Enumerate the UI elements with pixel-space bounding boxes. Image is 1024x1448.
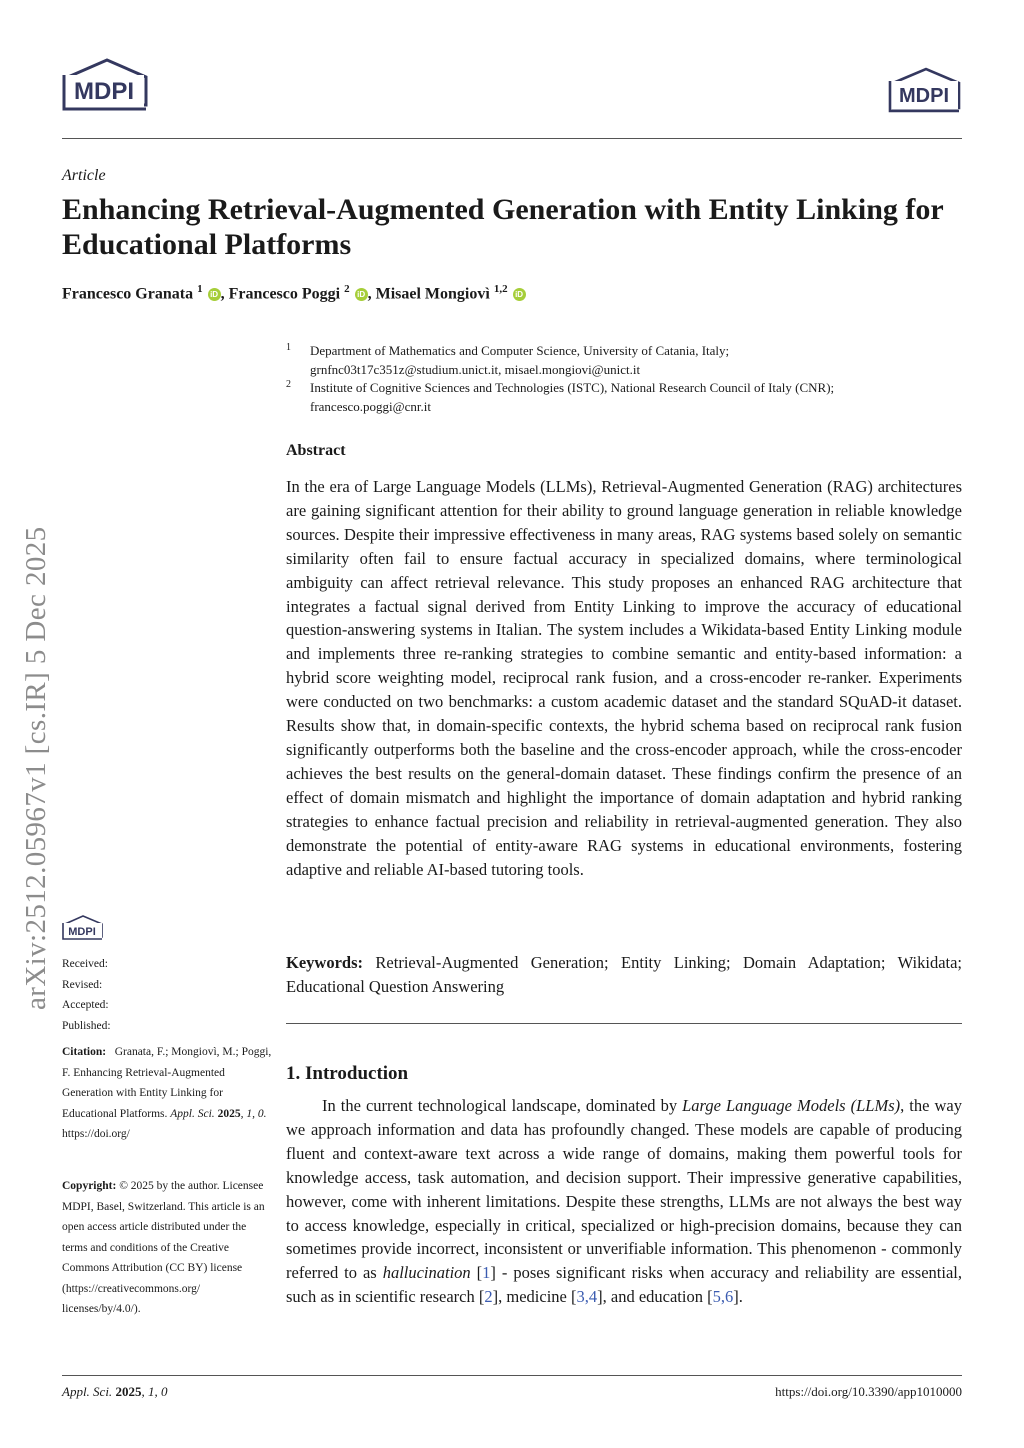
abstract-text: In the era of Large Language Models (LLMs), Retrieval-Augmented Generation (RAG) architectures are gaining significant attention for their ability to ground language generation in reliable knowledge sources. Despite their impressive effectiveness in many areas, RAG systems based solely on semantic similarity often fail to ensure factual accuracy in specialized domains, where terminological ambiguity can affect retrieval relevance. This study proposes an enhanced RAG architecture that integrates a factual signal derived from Entity Linking to improve the accuracy of educational question-answering systems in Italian. The system includes a Wikidata-based Entity Linking module and implements three re-ranking strategies to combine semantic and entity-based information: a hybrid score weighting model, reciprocal rank fusion, and a cross-encoder re-ranker. Experiments were conducted on two benchmarks: a custom academic dataset and the standard SQuAD-it dataset. Results show that, in domain-specific contexts, the hybrid schema based on reciprocal rank fusion significantly outperforms both the baseline and the cross-encoder approach, while the cross-encoder achieves the best results on the general-domain dataset. These findings confirm the presence of an effect of domain mismatch and highlight the importance of domain adaptation and hybrid ranking strategies to enhance factual precision and reliability in retrieval-augmented generation. They also demonstrate the potential of entity-aware RAG systems in educational environments, fostering adaptive and reliable AI-based tutoring tools. [286, 477, 962, 879]
copyright-text: © 2025 by the author. Licensee MDPI, Basel, Switzerland. This article is an open access article distributed under the terms and conditions of the Creative Commons Attribution (CC BY) license (https://creativecommons.org/ licenses/by/4.0/). [62, 1180, 265, 1315]
citation-block [62, 1042, 272, 1145]
affiliation-number: 2 [286, 379, 291, 390]
text-run: . [738, 1287, 743, 1307]
footer-doi[interactable]: https://doi.org/10.3390/app1010000 [775, 1384, 962, 1399]
citation-link[interactable]: 2 [484, 1287, 493, 1307]
keywords-text: Retrieval-Augmented Generation; Entity Linking; Domain Adaptation; Wikidata; Educational Question Answering [286, 953, 963, 996]
affiliation-number: 1 [286, 342, 291, 353]
text-run: , and education [602, 1287, 708, 1307]
author-name[interactable]: Francesco Poggi [228, 285, 341, 303]
orcid-icon[interactable]: iD [355, 288, 368, 301]
affiliation-line: Institute of Cognitive Sciences and Technologies (ISTC), National Research Council of Italy (CNR); [310, 380, 835, 395]
mdpi-logo-right [888, 66, 964, 116]
author-affiliation: 1,2 [493, 283, 508, 295]
logo-text: MDPI [899, 85, 949, 107]
date-revised: Revised: [62, 978, 103, 991]
affiliation-email[interactable]: francesco.poggi@cnr.it [310, 398, 431, 414]
sidebar-mdpi-logo [62, 914, 106, 942]
date-published: Published: [62, 1019, 111, 1032]
orcid-icon[interactable]: iD [513, 288, 526, 301]
affiliation [286, 342, 966, 380]
section-rule [286, 1023, 962, 1024]
footer-year: 2025 [115, 1384, 142, 1399]
mdpi-logo-left [62, 57, 152, 115]
citation-volume: , 1, 0. [240, 1107, 267, 1120]
publication-dates [62, 954, 272, 1036]
author-name[interactable]: Misael Mongiovì [375, 285, 490, 303]
date-received: Received: [62, 958, 108, 970]
footer-rule [62, 1375, 962, 1376]
copyright-label: Copyright: [62, 1180, 117, 1192]
citation-doi[interactable]: https://doi.org/ [62, 1128, 130, 1140]
author-affiliation: 1 [197, 283, 203, 295]
date-accepted: Accepted: [62, 999, 109, 1011]
author-name[interactable]: Francesco Granata [62, 285, 194, 303]
keywords-label: Keywords: [286, 953, 363, 972]
footer-journal-name: Appl. Sci. [62, 1384, 113, 1399]
section-heading: 1. Introduction [286, 1063, 409, 1084]
footer-volume: , 1, 0 [141, 1384, 168, 1399]
header-rule [62, 138, 962, 139]
introduction-paragraph: In the current technological landscape, dominated by Large Language Models (LLMs), the way we approach information and data has profoundly changed. These models are capable of producing fluent and context-aware text across a wide range of domains, making them powerful tools for knowledge access, task automation, and decision support. Their impressive generative capabilities, however, come with inherent limitations. Despite these strengths, LLMs are not always the best way to access knowledge, especially in critical, specialized or high-precision domains, because they can sometimes provide incorrect, inconsistent or unverifiable information. This phenomenon - commonly referred to as hallucination [1] - poses significant risks when accuracy and reliability are essential, such as in scientific research [2], medicine [3,4], and education [5,6]. [286, 1096, 962, 1307]
text-run: - poses significant risks when accuracy and reliability are essential, such as in scientific research [286, 1263, 962, 1307]
copyright-block [62, 1176, 272, 1320]
arxiv-stamp[interactable]: arXiv:2512.05967v1 [cs.IR] 5 Dec 2025 [20, 526, 52, 1010]
citation-label: Citation: [62, 1046, 107, 1058]
citation-link[interactable]: 3,4 [576, 1287, 598, 1307]
article-type: Article [62, 167, 106, 184]
footer-journal [62, 1384, 167, 1400]
affiliation-line: Department of Mathematics and Computer Science, University of Catania, Italy; [310, 343, 730, 358]
citation-link[interactable]: 5,6 [712, 1287, 734, 1307]
text-run: , the way we approach information and data has profoundly changed. These models are capable of producing fluent and context-aware text across a wide range of domains, making them powerful tools for knowledge access, task automation, and decision support. Their impressive generative capabilities, however, come with inherent limitations. Despite these strengths, LLMs are not always the best way to access knowledge, especially in critical, specialized or high-precision domains, because they can sometimes provide incorrect, inconsistent or unverifiable information. This phenomenon - commonly referred to as [286, 1096, 962, 1283]
keywords [286, 951, 962, 999]
author-list: Francesco Granata $^1$ iD , Francesco Poggi $^2$ iD , Misael Mongiovì $^{1,2}$ iD [62, 283, 526, 303]
logo-text: MDPI [74, 78, 134, 105]
paper-title: Enhancing Retrieval-Augmented Generation with Entity Linking for Educational Platforms [62, 193, 944, 261]
text-run: , medicine [498, 1287, 571, 1307]
text-run: In the current technological landscape, dominated by [322, 1096, 683, 1115]
citation-year: 2025 [217, 1107, 241, 1120]
abstract-heading: Abstract [286, 442, 346, 459]
citation-text: Granata, F.; Mongiovì, M.; Poggi, F. Enhancing Retrieval-Augmented Generation with Entity Linking for Educational Platforms. [62, 1046, 272, 1120]
affiliation-email[interactable]: grnfnc03t17c351z@studium.unict.it, misael.mongiovi@unict.it [310, 361, 641, 377]
citation-journal: Appl. Sci. [170, 1107, 215, 1120]
italic-term: hallucination [382, 1263, 471, 1283]
citation-link[interactable]: 1 [482, 1263, 491, 1283]
author-affiliation: 2 [344, 283, 350, 295]
affiliation [286, 379, 966, 417]
italic-term: Large Language Models (LLMs) [682, 1096, 901, 1115]
logo-text: MDPI [68, 926, 96, 938]
orcid-icon[interactable]: iD [208, 288, 221, 301]
